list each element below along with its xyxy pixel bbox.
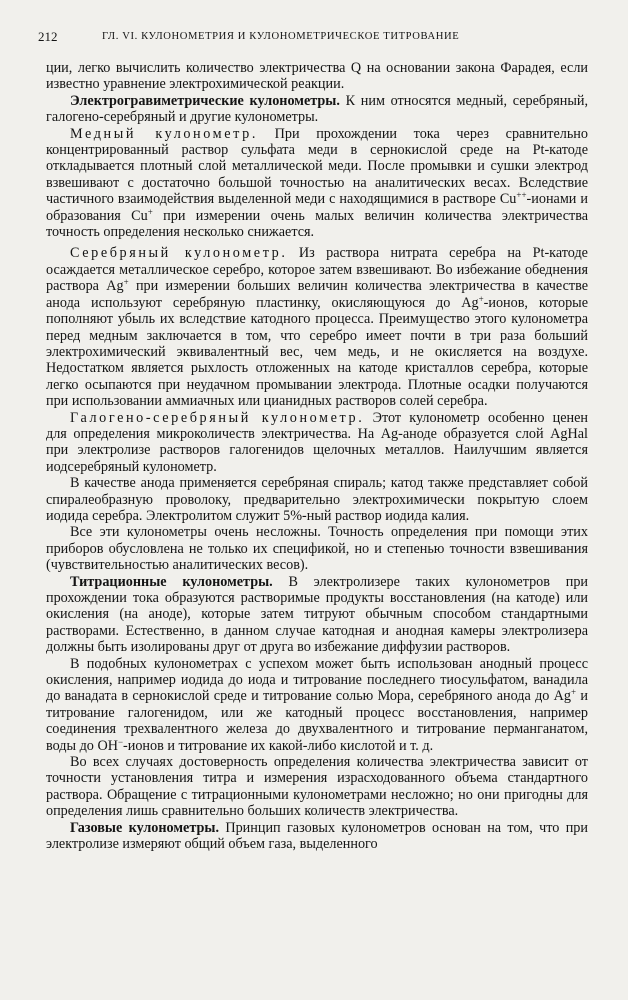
page-header bbox=[38, 28, 598, 46]
paragraph-text: Во всех случаях достоверность определения количества электричества зависит от точности установления титра и измерения израсходованного объема стандартного раствора. Обращение с титрационными кулонометрами несложно; но они пригодны для определения лишь сравнительно больших количеств электричества. bbox=[46, 754, 588, 820]
section-gas-coulometers bbox=[46, 820, 588, 853]
paragraph-text: Из раствора нитрата серебра на Pt-катоде осаждается металлическое серебро, которое затем взвешивают. Во избежание обеднения раствора Ag bbox=[46, 245, 588, 295]
superscript: + bbox=[478, 293, 484, 304]
section-heading: Титрационные кулонометры. bbox=[70, 573, 273, 590]
paragraph-text: при измерении очень малых величин количества электричества точность определения несколько снижается. bbox=[46, 207, 588, 241]
paragraph-accuracy bbox=[46, 524, 588, 573]
paragraph-text: В электролизере таких кулонометров при прохождении тока образуются растворимые продукты восстановления (на катоде) или окисления (на аноде), которые затем титруют обычным способом стандартными растворами. Естественно, в данном случае катодная и анодная камеры электролизера должны быть изолированы друг от друга во избежание диффузии растворов. bbox=[46, 573, 588, 656]
paragraph-reliability bbox=[46, 754, 588, 820]
paragraph-halogen-silver-coulometer bbox=[46, 410, 588, 476]
section-electrogravimetric bbox=[46, 93, 588, 126]
section-heading: Газовые кулонометры. bbox=[70, 819, 219, 836]
paragraph-text: В подобных кулонометрах с успехом может быть использован анодный процесс окисления, например иодида до иода и титрование последнего тиосульфатом, ванадила до ванадата в сернокислой среде и титрование солью Мора, серебряного анода до Ag bbox=[46, 655, 588, 705]
paragraph-text: В качестве анода применяется серебряная спираль; катод также представляет собой спиралеобразную проволоку, предварительно электрохимически покрытую слоем иодида серебра. Электролитом служит 5%-ный раствор иодида калия. bbox=[46, 475, 588, 524]
superscript: ++ bbox=[516, 190, 527, 201]
paragraph-text: Этот кулонометр особенно ценен для определения микроколичеств электричества. На Ag-аноде образуется слой AgHal при электролизе растворов галогенидов щелочных металлов. Наилучшим является иодсеребряный кулонометр. bbox=[46, 409, 589, 475]
superscript: − bbox=[117, 736, 124, 747]
superscript: + bbox=[147, 206, 153, 217]
section-heading: Электрогравиметрические кулонометры. bbox=[70, 92, 340, 109]
body-text bbox=[46, 60, 588, 853]
paragraph-text: Все эти кулонометры очень несложны. Точность определения при помощи этих приборов обусловлена не только их спецификой, но и степенью точности взвешивания (чувствительностью аналитических весов). bbox=[46, 524, 588, 574]
paragraph-anodic-process bbox=[46, 656, 588, 754]
term-heading: Серебряный кулонометр. bbox=[70, 245, 288, 262]
paragraph-text: -ионов и титрование их какой-либо кислотой и т. д. bbox=[123, 737, 434, 754]
superscript: + bbox=[123, 277, 129, 288]
paragraph-text: -ионов, которые пополняют убыль их вследствие катодного процесса. Преимущество этого кулонометра перед медным заключается в том, что серебро имеет почти в три раза больший электрохимический эквивалентный вес, чем медь, и не окисляется на воздухе. Недостатком является рыхлость отложенных на катоде кристаллов серебра, которые легко осыпаются при неудачном промывании электрода. Плотные осадки получаются при использовании аммиачных или цианидных растворов солей серебра. bbox=[46, 294, 589, 410]
superscript: + bbox=[571, 687, 577, 698]
paragraph-text: Принцип газовых кулонометров основан на том, что при электролизе измеряют общий объем газа, выделенного bbox=[46, 819, 588, 853]
paragraph-text: и титрование галогенидом, или же катодный процесс восстановления, например соединения трехвалентного железа до двухвалентного и титрование перманганатом, воды до OH bbox=[46, 688, 588, 754]
paragraph-text: При прохождении тока через сравнительно концентрированный раствор сульфата меди в сернокислой среде на Pt-катоде откладывается плотный слой металлической меди. После промывки и сушки электрод взвешивают с достаточно большой точностью на аналитических весах. Вследствие частичного взаимодействия выделенной меди с находящимися в растворе Cu bbox=[46, 125, 588, 208]
paragraph-anode bbox=[46, 475, 588, 524]
paragraph-text: при измерении больших величин количества электричества в качестве анода используют серебряную пластинку, окисляющуюся до Ag bbox=[46, 278, 588, 311]
page-number: 212 bbox=[38, 29, 58, 44]
running-title: ГЛ. VI. КУЛОНОМЕТРИЯ И КУЛОНОМЕТРИЧЕСКОЕ ТИТРОВАНИЕ bbox=[102, 31, 460, 42]
term-heading: Медный кулонометр. bbox=[70, 125, 258, 142]
paragraph-silver-coulometer bbox=[46, 245, 588, 409]
paragraph-1-text: ции, легко вычислить количество электричества Q на основании закона Фарадея, если известно уравнение электрохимической реакции. bbox=[46, 60, 588, 93]
paragraph-text: -ионами и образования Cu bbox=[46, 191, 588, 224]
term-heading: Галогено-серебряный кулонометр. bbox=[70, 409, 365, 426]
paragraph-1 bbox=[46, 60, 588, 93]
paragraph-copper-coulometer bbox=[46, 126, 588, 241]
paragraph-text: К ним относятся медный, серебряный, галогено-серебряный и другие кулонометры. bbox=[46, 92, 588, 126]
section-titration-coulometers bbox=[46, 574, 588, 656]
